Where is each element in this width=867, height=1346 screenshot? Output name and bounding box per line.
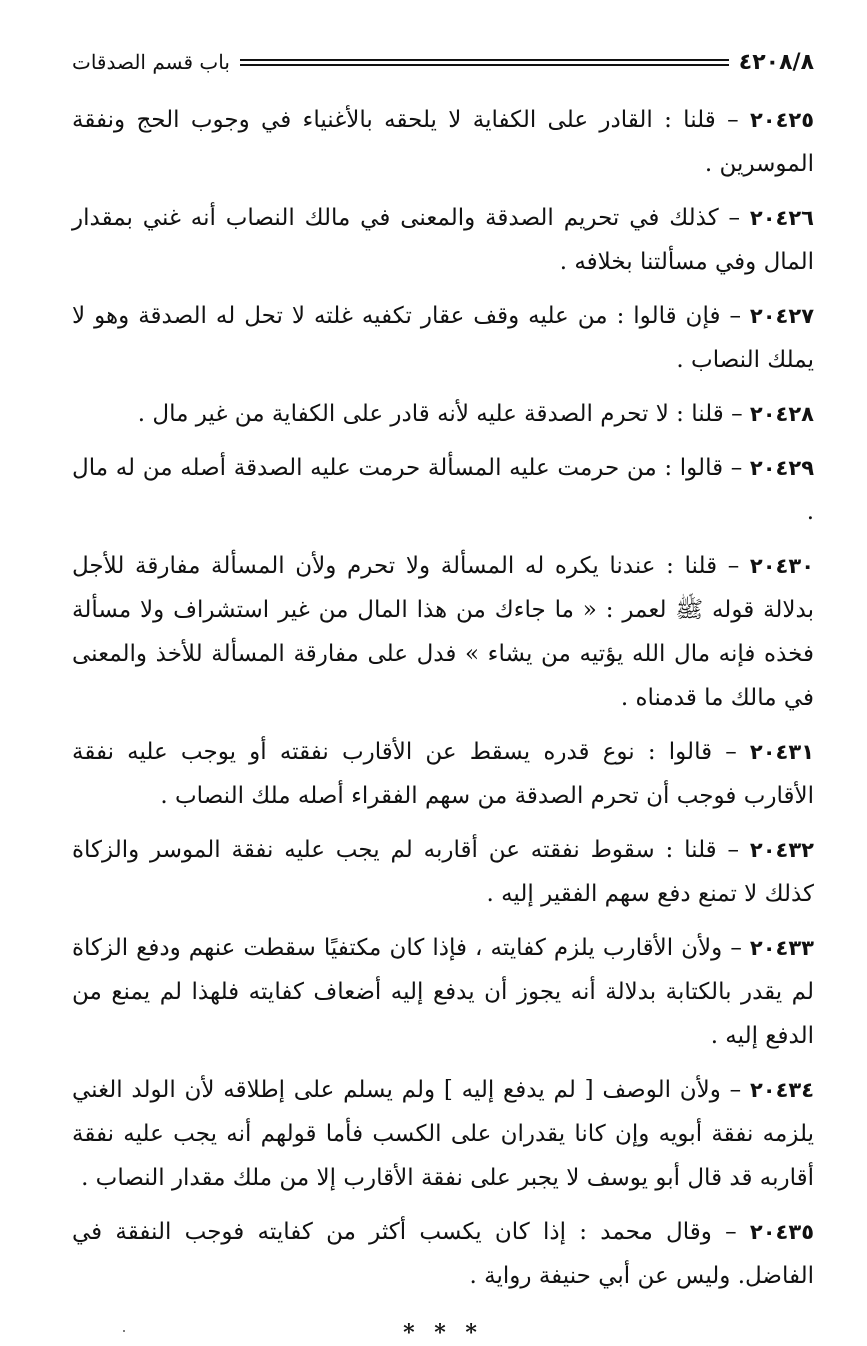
entry-dash: – xyxy=(728,205,741,231)
entry-dash: – xyxy=(729,303,741,329)
entry-paragraph xyxy=(72,544,814,720)
entry-number: ٢٠٤٣١ xyxy=(749,740,815,764)
entry-number: ٢٠٤٢٩ xyxy=(749,456,815,480)
entry-paragraph xyxy=(72,1068,814,1200)
entry-paragraph xyxy=(72,392,814,436)
entry-number: ٢٠٤٣٣ xyxy=(749,936,814,960)
entry-dash: – xyxy=(729,1077,742,1103)
entry-paragraph xyxy=(72,730,814,818)
entry-number: ٢٠٤٢٧ xyxy=(749,304,815,328)
entry-dash: – xyxy=(730,455,743,481)
entry-text: فإن قالوا : من عليه وقف عقار تكفيه غلته لا تحل له الصدقة وهو لا يملك النصاب . xyxy=(72,303,814,373)
entry-text: قلنا : لا تحرم الصدقة عليه لأنه قادر على الكفاية من غير مال . xyxy=(137,401,724,427)
entry-paragraph xyxy=(72,926,814,1058)
entry-text: ولأن الأقارب يلزم كفايته ، فإذا كان مكتفيًا سقطت عنهم ودفع الزكاة لم يقدر بالكتابة بدلالة أنه يجوز أن يدفع إليه أضعاف كفايته فلهذا لم يمنع من الدفع إليه . xyxy=(72,935,814,1049)
entry-paragraph xyxy=(72,294,814,382)
entry-number: ٢٠٤٢٨ xyxy=(749,402,814,426)
entry-dash: – xyxy=(730,935,742,961)
entry-paragraph xyxy=(72,196,814,284)
entry-dash: – xyxy=(727,107,739,133)
page-reference xyxy=(739,50,814,75)
entry-dash: – xyxy=(725,739,737,765)
volume-number: ٨ xyxy=(800,49,814,75)
header-rule xyxy=(240,59,729,66)
entry-number: ٢٠٤٣٢ xyxy=(749,838,814,862)
entry-paragraph xyxy=(72,98,814,186)
entry-dash: – xyxy=(725,1219,737,1245)
entry-number: ٢٠٤٣٤ xyxy=(749,1078,815,1102)
running-header xyxy=(72,40,814,84)
page-number: ٤٢٠٨ xyxy=(738,49,793,75)
page-separator: / xyxy=(792,49,801,75)
entry-number: ٢٠٤٣٥ xyxy=(749,1220,815,1244)
page-body xyxy=(72,40,814,1346)
entry-number: ٢٠٤٢٦ xyxy=(749,206,814,230)
entry-text: قالوا : من حرمت عليه المسألة حرمت عليه الصدقة أصله من له مال . xyxy=(72,455,814,525)
entry-text: قلنا : سقوط نفقته عن أقاربه لم يجب عليه نفقة الموسر والزكاة كذلك لا تمنع دفع سهم الفقير إليه . xyxy=(72,837,814,907)
entry-number: ٢٠٤٣٠ xyxy=(749,554,815,578)
entry-text: قلنا : عندنا يكره له المسألة ولا تحرم ولأن المسألة مفارقة للأجل بدلالة قوله ﷺ لعمر : « ما جاءك من هذا المال من غير استشراف ولا مسألة فخذه فإنه مال الله يؤتيه من يشاء » فدل على مفارقة المسألة للأخذ والمعنى في مالك ما قدمناه . xyxy=(72,553,814,711)
entry-dash: – xyxy=(727,837,740,863)
entry-text: قالوا : نوع قدره يسقط عن الأقارب نفقته أو يوجب عليه نفقة الأقارب فوجب أن تحرم الصدقة من سهم الفقراء أصله ملك النصاب . xyxy=(72,739,814,809)
scan-speck xyxy=(123,1330,125,1332)
section-end-ornament: * * * xyxy=(403,1320,483,1346)
entry-dash: – xyxy=(731,401,743,427)
entry-paragraph xyxy=(72,1210,814,1298)
entry-paragraph xyxy=(72,446,814,534)
entry-text: قلنا : القادر على الكفاية لا يلحقه بالأغنياء في وجوب الحج ونفقة الموسرين . xyxy=(72,107,814,177)
entry-paragraph xyxy=(72,828,814,916)
entry-dash: – xyxy=(727,553,740,579)
entries-list xyxy=(72,98,814,1298)
entry-number: ٢٠٤٢٥ xyxy=(749,108,815,132)
chapter-title: باب قسم الصدقات xyxy=(72,50,230,74)
entry-text: ولأن الوصف [ لم يدفع إليه ] ولم يسلم على إطلاقه لأن الولد الغني يلزمه نفقة أبويه وإن كانا يقدران على الكسب فأما قولهم أنه يجب عليه نفقة أقاربه قد قال أبو يوسف لا يجبر على نفقة الأقارب إلا من ملك مقدار النصاب . xyxy=(72,1077,814,1191)
entry-text: كذلك في تحريم الصدقة والمعنى في مالك النصاب أنه غني بمقدار المال وفي مسألتنا بخلافه . xyxy=(72,205,814,275)
entry-text: وقال محمد : إذا كان يكسب أكثر من كفايته فوجب النفقة في الفاضل. وليس عن أبي حنيفة رواية . xyxy=(72,1219,814,1289)
